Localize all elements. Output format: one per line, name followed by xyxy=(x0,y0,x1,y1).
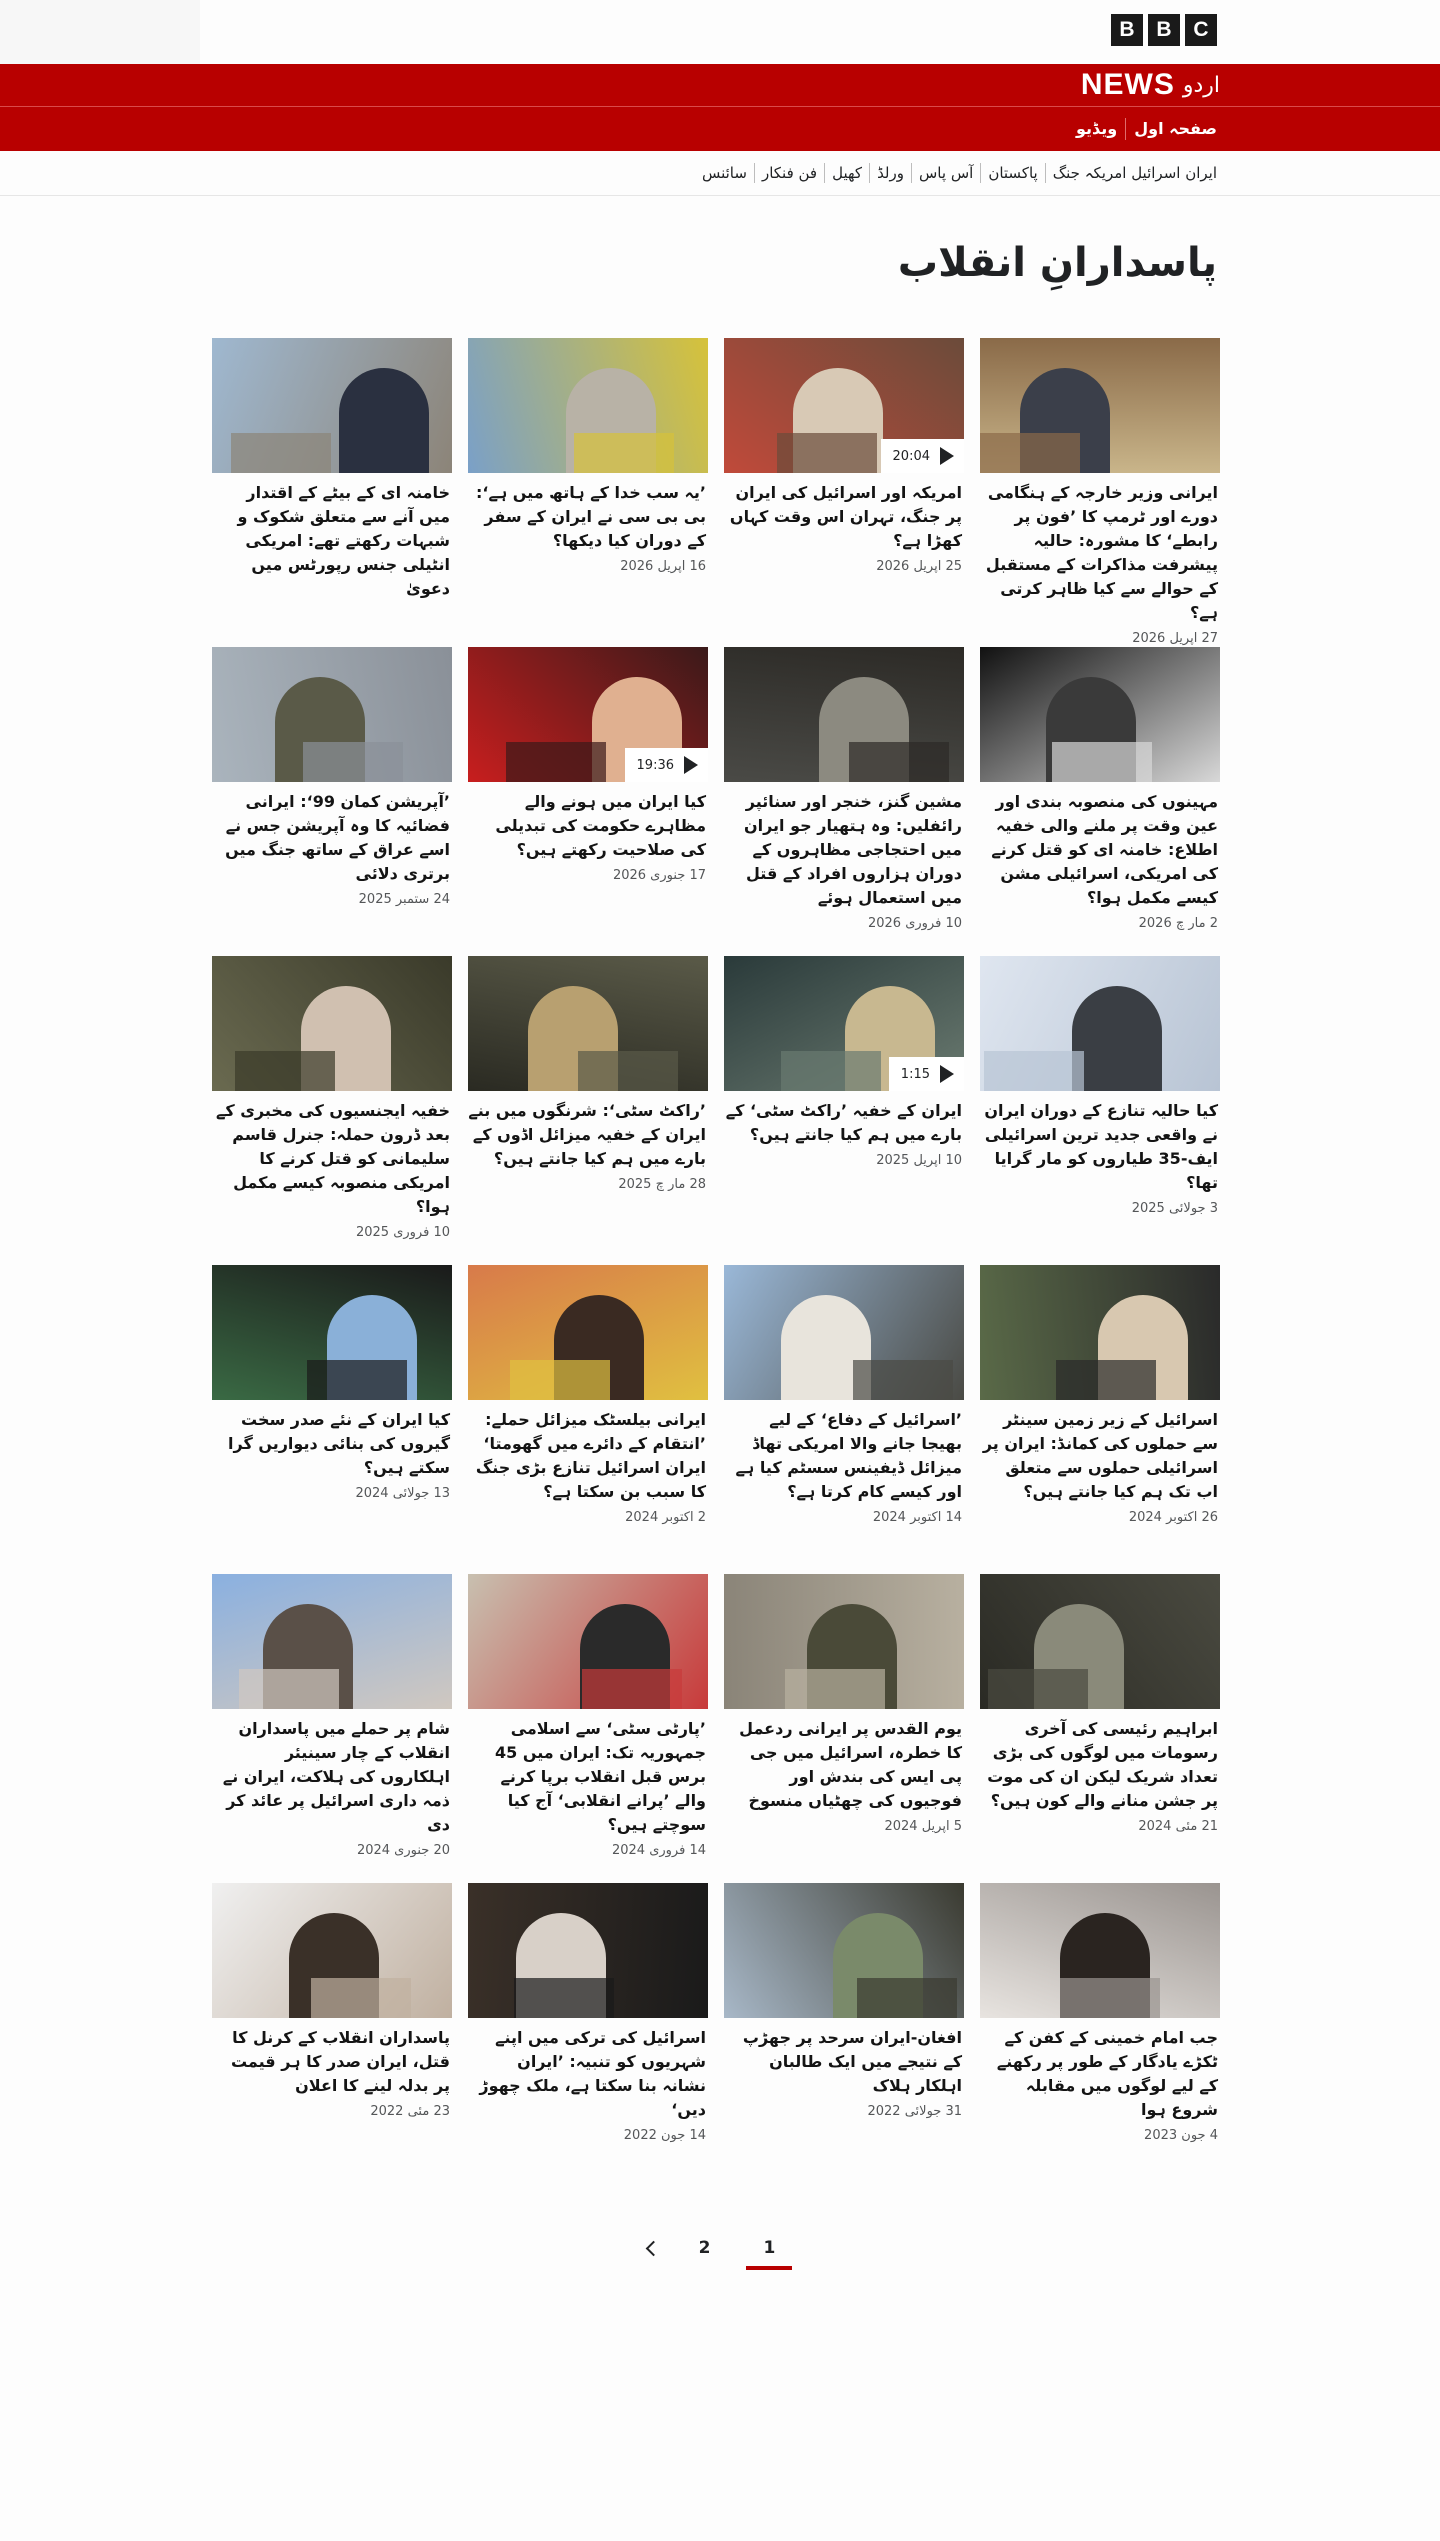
article-headline[interactable]: یوم القدس پر ایرانی ردعمل کا خطرہ، اسرائیل میں جی پی ایس کی بندش اور فوجیوں کی چھٹیاں منسوخ xyxy=(739,1719,962,1810)
thumbnail-detail xyxy=(857,1978,957,2018)
article-card[interactable] xyxy=(468,956,708,1265)
article-headline[interactable]: اسرائیل کی ترکی میں اپنے شہریوں کو تنبیہ: ’ایران نشانہ بنا سکتا ہے، ملک چھوڑ دیں‘ xyxy=(479,2028,706,2119)
article-thumbnail[interactable] xyxy=(468,1574,708,1709)
section-item[interactable]: کھیل xyxy=(824,163,869,183)
article-date: 28 مار چ 2025 xyxy=(618,1177,706,1192)
section-item[interactable]: پاکستان xyxy=(980,163,1044,183)
article-thumbnail[interactable] xyxy=(724,338,964,473)
article-card[interactable] xyxy=(468,1883,708,2192)
article-thumbnail[interactable] xyxy=(980,338,1220,473)
article-headline[interactable]: افغان-ایران سرحد پر جھڑپ کے نتیجے میں ایک طالبان اہلکار ہلاک xyxy=(742,2028,962,2095)
article-thumbnail[interactable] xyxy=(212,1265,452,1400)
nav-item-home[interactable]: صفحہ اول xyxy=(1125,118,1220,140)
brand-bar xyxy=(0,64,1440,107)
article-thumbnail[interactable] xyxy=(724,1265,964,1400)
article-headline[interactable]: ’راکٹ سٹی‘: شرنگوں میں بنے ایران کے خفیہ میزائل اڈوں کے بارے میں ہم کیا جانتے ہیں؟ xyxy=(468,1101,706,1168)
article-date: 25 اپریل 2026 xyxy=(876,559,962,574)
thumbnail-detail xyxy=(231,433,331,473)
article-headline[interactable]: امریکہ اور اسرائیل کی ایران پر جنگ، تہران اس وقت کہاں کھڑا ہے؟ xyxy=(729,483,962,550)
thumbnail-detail xyxy=(980,433,1080,473)
thumbnail-detail xyxy=(1056,1360,1156,1400)
thumbnail-detail xyxy=(514,1978,614,2018)
article-headline[interactable]: خفیہ ایجنسیوں کی مخبری کے بعد ڈرون حملہ: جنرل قاسم سلیمانی کو قتل کرنے کا امریکی منصوبہ کیسے مکمل ہوا؟ xyxy=(215,1101,450,1216)
article-headline[interactable]: ’اسرائیل کے دفاع‘ کے لیے بھیجا جانے والا امریکی تھاڈ میزائل ڈیفینس سسٹم کیا ہے اور کیسے کام کرتا ہے؟ xyxy=(735,1410,962,1501)
article-card[interactable] xyxy=(724,1265,964,1574)
article-date: 24 ستمبر 2025 xyxy=(358,892,450,907)
article-thumbnail[interactable] xyxy=(212,647,452,782)
article-thumbnail[interactable] xyxy=(980,647,1220,782)
article-card[interactable] xyxy=(724,1574,964,1883)
article-card[interactable] xyxy=(980,1265,1220,1574)
article-card[interactable] xyxy=(212,956,452,1265)
thumbnail-detail xyxy=(574,433,674,473)
top-bar xyxy=(0,0,1440,64)
article-thumbnail[interactable] xyxy=(468,647,708,782)
article-card[interactable] xyxy=(212,647,452,956)
page-2-link[interactable]: 2 xyxy=(698,2238,711,2258)
article-headline[interactable]: ایرانی وزیر خارجہ کے ہنگامی دورے اور ٹرمپ کا ’فون پر رابطے‘ کا مشورہ: حالیہ پیشرفت مذاکرات کے مستقبل کے حوالے سے کیا ظاہر کرتی ہے؟ xyxy=(985,483,1218,622)
article-thumbnail[interactable] xyxy=(724,1883,964,2018)
thumbnail-detail xyxy=(1052,742,1152,782)
article-headline[interactable]: مہینوں کی منصوبہ بندی اور عین وقت پر ملنے والی خفیہ اطلاع: خامنہ ای کو قتل کرنے کی امریکی، اسرائیلی مشن کیسے مکمل ہوا؟ xyxy=(991,792,1218,907)
article-card[interactable] xyxy=(212,1883,452,2192)
article-grid xyxy=(215,338,1220,2192)
article-card[interactable] xyxy=(468,338,708,647)
section-item[interactable]: آس پاس xyxy=(911,163,980,183)
logo-letter: B xyxy=(1111,14,1143,46)
article-date: 27 اپریل 2026 xyxy=(1132,631,1218,646)
article-card[interactable] xyxy=(468,647,708,956)
logo-letter: B xyxy=(1148,14,1180,46)
article-date: 23 مئی 2022 xyxy=(370,2104,450,2119)
article-card[interactable] xyxy=(724,338,964,647)
article-headline[interactable]: ’پارٹی سٹی‘ سے اسلامی جمہوریہ تک: ایران میں 45 برس قبل انقلاب برپا کرنے والے ’پرانے انقلابی‘ آج کیا سوچتے ہیں؟ xyxy=(494,1719,706,1834)
article-thumbnail[interactable] xyxy=(212,956,452,1091)
section-nav xyxy=(0,151,1440,196)
article-date: 3 جولائی 2025 xyxy=(1131,1201,1218,1216)
page-title: پاسدارانِ انقلاب xyxy=(897,240,1217,286)
main-nav xyxy=(0,107,1440,151)
article-headline[interactable]: ’آپریشن کمان 99‘: ایرانی فضائیہ کا وہ آپریشن جس نے اسے عراق کے ساتھ جنگ میں برتری دلائی xyxy=(225,792,450,883)
article-date: 20 جنوری 2024 xyxy=(356,1843,450,1858)
thumbnail-detail xyxy=(311,1978,411,2018)
article-date: 10 فروری 2025 xyxy=(355,1225,450,1240)
article-card[interactable] xyxy=(212,338,452,647)
thumbnail-detail xyxy=(303,742,403,782)
thumbnail-detail xyxy=(307,1360,407,1400)
page-1-current[interactable]: 1 xyxy=(746,2232,792,2270)
video-duration-badge[interactable] xyxy=(625,748,708,782)
article-thumbnail[interactable] xyxy=(468,1883,708,2018)
article-headline[interactable]: کیا ایران کے نئے صدر سخت گیروں کی بنائی دیواریں گرا سکتے ہیں؟ xyxy=(228,1410,450,1477)
article-thumbnail[interactable] xyxy=(724,1574,964,1709)
article-date: 14 جون 2022 xyxy=(623,2128,706,2143)
article-card[interactable] xyxy=(724,956,964,1265)
play-icon[interactable] xyxy=(684,756,698,774)
thumbnail-detail xyxy=(853,1360,953,1400)
thumbnail-detail xyxy=(781,1051,881,1091)
section-item[interactable]: فن فنکار xyxy=(754,163,824,183)
thumbnail-detail xyxy=(849,742,949,782)
article-card[interactable] xyxy=(980,1883,1220,2192)
article-date: 16 اپریل 2026 xyxy=(620,559,706,574)
article-card[interactable] xyxy=(980,956,1220,1265)
article-thumbnail[interactable] xyxy=(980,1574,1220,1709)
article-thumbnail[interactable] xyxy=(212,1574,452,1709)
article-thumbnail[interactable] xyxy=(724,647,964,782)
article-date: 14 اکتوبر 2024 xyxy=(872,1510,962,1525)
chevron-left-icon[interactable] xyxy=(645,2240,661,2256)
article-date: 14 فروری 2024 xyxy=(611,1843,706,1858)
duration-text: 20:04 xyxy=(892,448,930,464)
top-bar-gutter xyxy=(0,0,200,64)
article-headline[interactable]: ایران کے خفیہ ’راکٹ سٹی‘ کے بارے میں ہم کیا جانتے ہیں؟ xyxy=(725,1101,962,1144)
article-card[interactable] xyxy=(212,1265,452,1574)
article-headline[interactable]: مشین گنز، خنجر اور سنائپر رائفلیں: وہ ہتھیار جو ایران میں احتجاجی مظاہروں کے دوران ہزاروں افراد کے قتل میں استعمال ہوئے xyxy=(743,792,962,907)
article-thumbnail[interactable] xyxy=(468,338,708,473)
article-date: 5 اپریل 2024 xyxy=(884,1819,962,1834)
thumbnail-detail xyxy=(578,1051,678,1091)
article-card[interactable] xyxy=(724,647,964,956)
thumbnail-figure xyxy=(339,368,429,473)
thumbnail-detail xyxy=(239,1669,339,1709)
duration-text: 19:36 xyxy=(636,757,674,773)
article-thumbnail[interactable] xyxy=(468,1265,708,1400)
article-card[interactable] xyxy=(468,1265,708,1574)
article-date: 10 اپریل 2025 xyxy=(876,1153,962,1168)
thumbnail-detail xyxy=(785,1669,885,1709)
article-date: 4 جون 2023 xyxy=(1144,2128,1218,2143)
article-thumbnail[interactable] xyxy=(980,1883,1220,2018)
section-item[interactable]: ورلڈ xyxy=(869,163,911,183)
article-thumbnail[interactable] xyxy=(212,1883,452,2018)
article-date: 17 جنوری 2026 xyxy=(612,868,706,883)
article-thumbnail[interactable] xyxy=(468,956,708,1091)
article-thumbnail[interactable] xyxy=(980,956,1220,1091)
main-content xyxy=(215,196,1220,2496)
article-card[interactable] xyxy=(980,338,1220,647)
thumbnail-detail xyxy=(510,1360,610,1400)
article-card[interactable] xyxy=(212,1574,452,1883)
article-date: 26 اکتوبر 2024 xyxy=(1128,1510,1218,1525)
article-headline[interactable]: اسرائیل کے زیر زمین سینٹر سے حملوں کی کمانڈ: ایران پر اسرائیلی حملوں سے متعلق اب تک ہم کیا جانتے ہیں؟ xyxy=(982,1410,1218,1501)
article-date: 13 جولائی 2024 xyxy=(355,1486,450,1501)
brand-news[interactable]: NEWS xyxy=(1080,68,1175,101)
article-date: 21 مئی 2024 xyxy=(1138,1819,1218,1834)
thumbnail-detail xyxy=(988,1669,1088,1709)
article-date: 31 جولائی 2022 xyxy=(867,2104,962,2119)
section-item[interactable]: ایران اسرائیل امریکہ جنگ xyxy=(1045,163,1220,183)
article-headline[interactable]: پاسداران انقلاب کے کرنل کا قتل، ایران صدر کا ہر قیمت پر بدلہ لینے کا اعلان xyxy=(230,2028,450,2095)
article-date: 10 فروری 2026 xyxy=(867,916,962,931)
nav-item-video[interactable]: ویڈیو xyxy=(1076,119,1118,138)
article-card[interactable] xyxy=(724,1883,964,2192)
video-duration-badge[interactable] xyxy=(889,1057,964,1091)
article-date: 2 اکتوبر 2024 xyxy=(625,1510,706,1525)
thumbnail-detail xyxy=(235,1051,335,1091)
pagination xyxy=(220,2226,1220,2270)
bbc-logo[interactable] xyxy=(1111,14,1217,46)
duration-text: 1:15 xyxy=(900,1066,930,1082)
article-thumbnail[interactable] xyxy=(980,1265,1220,1400)
article-headline[interactable]: کیا ایران میں ہونے والے مظاہرے حکومت کی تبدیلی کی صلاحیت رکھتے ہیں؟ xyxy=(495,792,706,859)
article-card[interactable] xyxy=(980,647,1220,956)
article-headline[interactable]: شام پر حملے میں پاسداران انقلاب کے چار سینیئر اہلکاروں کی ہلاکت، ایران نے ذمہ داری اسرائیل پر عائد کر دی xyxy=(222,1719,450,1834)
thumbnail-detail xyxy=(984,1051,1084,1091)
article-thumbnail[interactable] xyxy=(212,338,452,473)
logo-letter: C xyxy=(1185,14,1217,46)
article-card[interactable] xyxy=(980,1574,1220,1883)
article-headline[interactable]: کیا حالیہ تنازع کے دوران ایران نے واقعی جدید ترین اسرائیلی ایف-35 طیاروں کو مار گرایا تھا؟ xyxy=(984,1101,1218,1192)
article-headline[interactable]: خامنہ ای کے بیٹے کے اقتدار میں آنے سے متعلق شکوک و شبہات رکھتے تھے: امریکی انٹیلی جنس رپورٹس میں دعویٰ xyxy=(237,483,450,598)
article-card[interactable] xyxy=(468,1574,708,1883)
article-headline[interactable]: ’یہ سب خدا کے ہاتھ میں ہے‘: بی بی سی نے ایران کے سفر کے دوران کیا دیکھا؟ xyxy=(475,483,706,550)
thumbnail-figure xyxy=(1072,986,1162,1091)
article-date: 2 مار چ 2026 xyxy=(1138,916,1218,931)
play-icon[interactable] xyxy=(940,447,954,465)
section-item[interactable]: سائنس xyxy=(701,164,747,182)
video-duration-badge[interactable] xyxy=(881,439,964,473)
thumbnail-detail xyxy=(506,742,606,782)
article-headline[interactable]: ایرانی بیلسٹک میزائل حملے: ’انتقام کے دائرے میں گھومتا‘ ایران اسرائیل تنازع بڑی جنگ کا سبب بن سکتا ہے؟ xyxy=(475,1410,706,1501)
brand-language[interactable]: اردو xyxy=(1182,72,1220,98)
play-icon[interactable] xyxy=(940,1065,954,1083)
thumbnail-detail xyxy=(582,1669,682,1709)
article-headline[interactable]: ابراہیم رئیسی کی آخری رسومات میں لوگوں کی بڑی تعداد شریک لیکن ان کی موت پر جشن منانے والے کون ہیں؟ xyxy=(987,1719,1218,1810)
thumbnail-detail xyxy=(777,433,877,473)
article-headline[interactable]: جب امام خمینی کے کفن کے ٹکڑے یادگار کے طور پر رکھنے کے لیے لوگوں میں مقابلہ شروع ہوا xyxy=(996,2028,1218,2119)
article-thumbnail[interactable] xyxy=(724,956,964,1091)
thumbnail-detail xyxy=(1060,1978,1160,2018)
